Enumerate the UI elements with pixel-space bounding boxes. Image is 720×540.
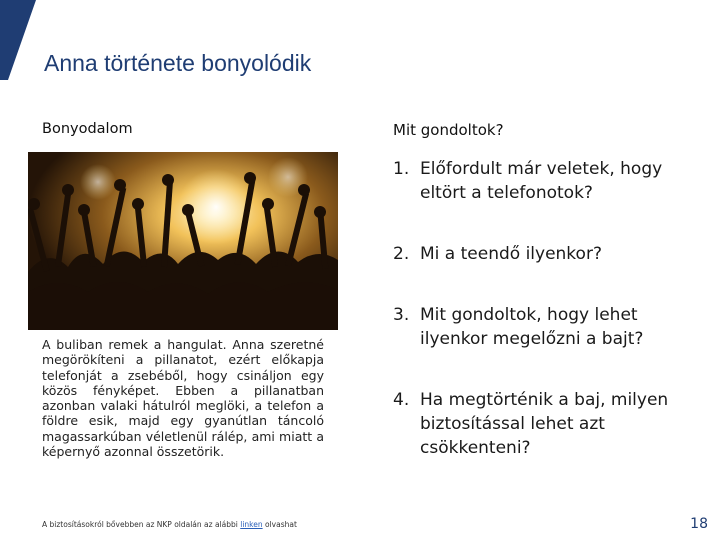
question-text: Ha megtörténik a baj, milyen biztosítással lehet azt csökkenteni? <box>420 390 669 458</box>
footnote-text: A biztosításokról bővebben az NKP oldalán az alábbi <box>42 520 241 529</box>
left-section-heading: Bonyodalom <box>42 121 133 137</box>
footnote <box>42 520 297 529</box>
question-item <box>393 242 693 266</box>
question-item <box>393 388 693 460</box>
slide-title: Anna története bonyolódik <box>44 50 312 76</box>
question-item <box>393 303 693 351</box>
question-item <box>393 157 693 205</box>
question-text: Mit gondoltok, hogy lehet ilyenkor megelőzni a bajt? <box>420 305 644 349</box>
question-number: 1. <box>393 159 410 179</box>
question-number: 2. <box>393 244 410 264</box>
question-text: Előfordult már veletek, hogy eltört a telefonotok? <box>420 159 663 203</box>
question-number: 3. <box>393 305 410 325</box>
story-text: A buliban remek a hangulat. Anna szeretné megörökíteni a pillanatot, ezért előkapja telefonját a zsebéből, hogy csináljon egy közös fényképet. Ebben a pillanatban azonban valaki hátulról meglöki, a telefon a földre esik, majd egy gyanútlan táncoló magassarkúban véletlenül rálép, ami miatt a képernyő azonnal összetörik. <box>42 337 324 460</box>
page-number: 18 <box>690 516 708 532</box>
nkp-link[interactable]: linken <box>240 520 263 529</box>
footnote-text-end: olvashat <box>262 520 297 529</box>
corner-accent <box>0 0 40 80</box>
question-text: Mi a teendő ilyenkor? <box>420 244 602 264</box>
party-crowd-photo <box>28 152 338 330</box>
question-number: 4. <box>393 390 410 410</box>
question-list <box>393 157 693 460</box>
right-section-heading: Mit gondoltok? <box>393 121 504 139</box>
